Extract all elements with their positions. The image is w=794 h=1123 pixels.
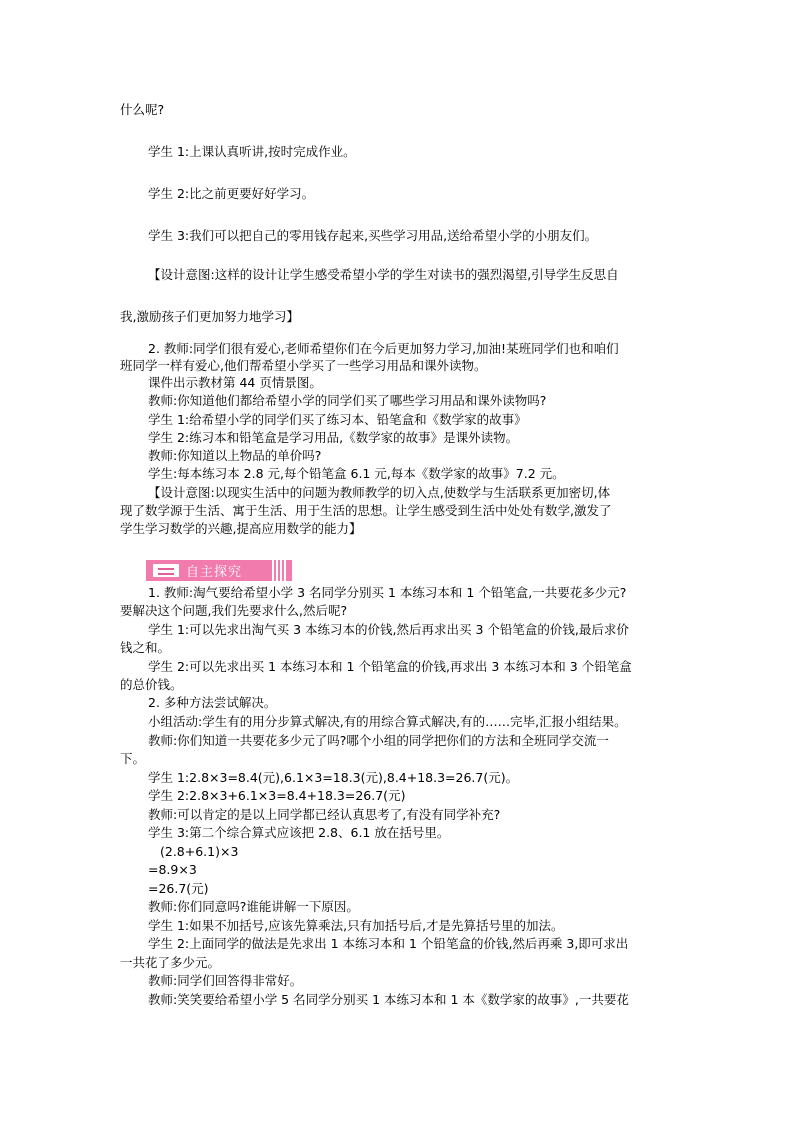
section-title: 自主探究 — [186, 565, 243, 580]
text-line: 我,激励孩子们更加努力地学习】 — [120, 309, 299, 324]
text-line: 班同学一样有爱心,他们帮希望小学买了一些学习用品和课外读物。 — [120, 358, 487, 373]
text-line: 教师:你知道他们都给希望小学的同学们买了哪些学习用品和课外读物吗? — [148, 393, 547, 408]
section-header-autonomous-exploration — [146, 560, 292, 581]
text-line: (2.8+6.1)×3 — [160, 844, 239, 859]
text-line: 【设计意图:这样的设计让学生感受希望小学的学生对读书的强烈渴望,引导学生反思自 — [148, 267, 619, 282]
text-line: 教师:可以肯定的是以上同学都已经认真思考了,有没有同学补充? — [148, 807, 501, 822]
text-line: 现了数学源于生活、寓于生活、用于生活的思想。让学生感受到生活中处处有数学,激发了 — [120, 503, 612, 518]
text-line: 一共花了多少元。 — [120, 955, 221, 970]
text-line: 1. 教师:淘气要给希望小学 3 名同学分别买 1 本练习本和 1 个铅笔盒,一共要花多少元? — [148, 585, 627, 600]
text-line: 什么呢? — [120, 102, 165, 117]
text-line: 学生 2:上面同学的做法是先求出 1 本练习本和 1 个铅笔盒的价钱,然后再乘 3,即可求出 — [148, 936, 629, 951]
text-line: 学生 2:可以先求出买 1 本练习本和 1 个铅笔盒的价钱,再求出 3 本练习本和 3 个铅笔盒 — [148, 659, 632, 674]
text-line: 下。 — [120, 751, 146, 766]
text-line: 教师:同学们回答得非常好。 — [148, 973, 303, 988]
text-line: 学生 1:2.8×3=8.4(元),6.1×3=18.3(元),8.4+18.3=26.7(元)。 — [148, 770, 519, 785]
text-line: 要解决这个问题,我们先要求什么,然后呢? — [120, 603, 348, 618]
text-line: 学生:每本练习本 2.8 元,每个铅笔盒 6.1 元,每本《数学家的故事》7.2 元。 — [148, 466, 565, 481]
text-line: 钱之和。 — [120, 640, 171, 655]
text-line: 学生 1:给希望小学的同学们买了练习本、铅笔盒和《数学家的故事》 — [148, 412, 527, 427]
text-line: 的总价钱。 — [120, 677, 183, 692]
text-line: 教师:你们知道一共要花多少元了吗?哪个小组的同学把你们的方法和全班同学交流一 — [148, 733, 609, 748]
text-line: 2. 教师:同学们很有爱心,老师希望你们在今后更加努力学习,加油!某班同学们也和咱们 — [148, 341, 619, 356]
text-line: 学生 2:2.8×3+6.1×3=8.4+18.3=26.7(元) — [148, 788, 406, 803]
text-line: 教师:笑笑要给希望小学 5 名同学分别买 1 本练习本和 1 本《数学家的故事》,一共要花 — [148, 992, 629, 1007]
roman-numeral-two-icon — [152, 563, 180, 578]
text-line: =8.9×3 — [148, 862, 197, 877]
text-line: 【设计意图:以现实生活中的问题为教师教学的切入点,使数学与生活联系更加密切,体 — [148, 485, 611, 500]
text-line: 学生 2:比之前更要好好学习。 — [148, 186, 315, 201]
decorative-stripes — [270, 560, 288, 581]
text-line: 教师:你们同意吗?谁能讲解一下原因。 — [148, 899, 359, 914]
text-line: 课件出示教材第 44 页情景图。 — [148, 375, 322, 390]
text-line: 2. 多种方法尝试解决。 — [148, 695, 277, 710]
text-line: 教师:你知道以上物品的单价吗? — [148, 448, 322, 463]
text-line: 学生 2:练习本和铅笔盒是学习用品,《数学家的故事》是课外读物。 — [148, 430, 519, 445]
text-line: 学生 3:我们可以把自己的零用钱存起来,买些学习用品,送给希望小学的小朋友们。 — [148, 228, 598, 243]
text-line: 学生 1:上课认真听讲,按时完成作业。 — [148, 144, 356, 159]
text-line: 学生 1:如果不加括号,应该先算乘法,只有加括号后,才是先算括号里的加法。 — [148, 918, 564, 933]
text-line: 学生学习数学的兴趣,提高应用数学的能力】 — [120, 521, 362, 536]
text-line: 小组活动:学生有的用分步算式解决,有的用综合算式解决,有的……完毕,汇报小组结果。 — [148, 714, 627, 729]
text-line: =26.7(元) — [148, 881, 209, 896]
text-line: 学生 3:第二个综合算式应该把 2.8、6.1 放在括号里。 — [148, 825, 450, 840]
text-line: 学生 1:可以先求出淘气买 3 本练习本的价钱,然后再求出买 3 个铅笔盒的价钱,最后求价 — [148, 622, 629, 637]
